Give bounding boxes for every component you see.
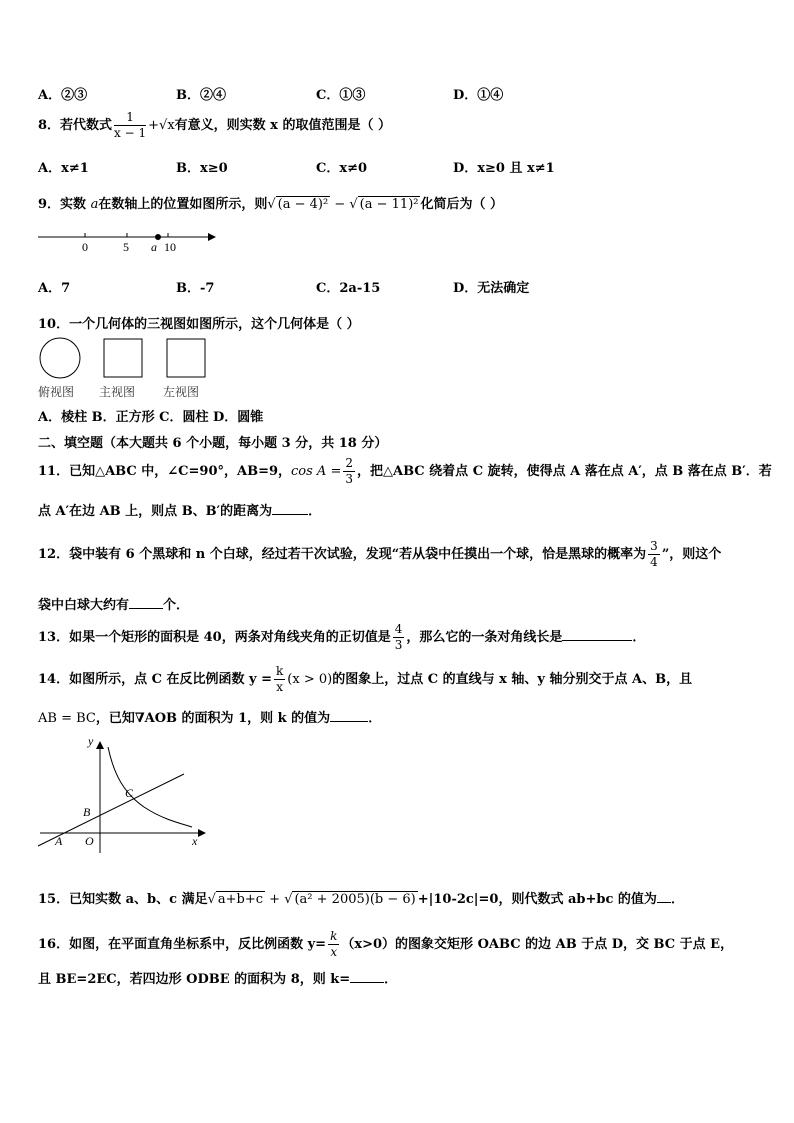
q13-line bbox=[38, 622, 645, 653]
q16-frac-num: k bbox=[330, 929, 338, 943]
q12-frac-den: 4 bbox=[650, 555, 658, 569]
q15-sqrt1: a+b+c bbox=[217, 892, 264, 907]
q16-line2 bbox=[38, 968, 397, 987]
q14-line2 bbox=[38, 707, 381, 726]
q11-frac-den: 3 bbox=[345, 472, 353, 486]
q11-line2-text: 点 A′在边 AB 上，则点 B、B′的距离为 bbox=[38, 504, 273, 519]
q9-option-a: A．7 bbox=[38, 281, 71, 296]
graph-label-a: A bbox=[55, 834, 63, 848]
q9-var: a bbox=[90, 197, 99, 212]
number-line-arrow bbox=[208, 233, 216, 241]
q7-option-d: D．①④ bbox=[453, 88, 504, 103]
q9-mid: 在数轴上的位置如图所示，则 bbox=[98, 197, 268, 212]
q13-part2: ，那么它的一条对角线长是 bbox=[406, 630, 563, 645]
q16-line2-text: 且 BE=2EC，若四边形 ODBE 的面积为 8，则 k= bbox=[38, 972, 351, 987]
q9-option-d: D．无法确定 bbox=[453, 281, 530, 296]
graph-label-b: B bbox=[83, 805, 91, 819]
graph-label-c: C bbox=[125, 786, 134, 800]
q12-frac-num: 3 bbox=[650, 539, 658, 553]
q9-expr1: (a − 4)² bbox=[277, 197, 329, 212]
q16-part2: （x>0）的图象交矩形 OABC 的边 AB 于点 D，交 BC 于点 E， bbox=[341, 937, 734, 952]
q8-fraction bbox=[114, 110, 146, 141]
q8-frac-den: x − 1 bbox=[114, 126, 147, 140]
q7-option-c: C．①③ bbox=[316, 88, 366, 103]
q14-graph bbox=[34, 735, 209, 855]
q13-end: ． bbox=[632, 630, 646, 645]
q16-part1: 16．如图，在平面直角坐标系中，反比例函数 y= bbox=[38, 937, 327, 952]
q12-line2-text: 袋中白球大约有 bbox=[38, 598, 130, 613]
q14-end: ． bbox=[368, 711, 382, 726]
q9-suffix: 化简后为（ ） bbox=[420, 197, 504, 212]
graph-label-o: O bbox=[85, 834, 94, 848]
q16-end: ． bbox=[384, 972, 398, 987]
q11-end: ． bbox=[308, 504, 322, 519]
q14-frac-den: x bbox=[276, 680, 284, 694]
q8-option-b: B．x≥0 bbox=[176, 161, 228, 176]
q8-option-c: C．x≠0 bbox=[316, 161, 368, 176]
x-axis-arrow bbox=[198, 829, 206, 837]
q13-fraction bbox=[393, 622, 405, 653]
q16-fraction bbox=[328, 929, 339, 960]
graph-label-x: x bbox=[192, 834, 198, 848]
q10-stem: 10．一个几何体的三视图如图所示，这个几何体是（ ） bbox=[38, 317, 360, 332]
side-view-square bbox=[167, 339, 205, 377]
q11-frac-num: 2 bbox=[345, 456, 353, 470]
q9-number-line bbox=[36, 226, 222, 254]
q16-line1 bbox=[38, 929, 733, 960]
q11-fraction bbox=[343, 456, 355, 487]
q11-part2: ，把△ABC 绕着点 C 旋转，使得点 A 落在点 A′，点 B 落在点 B′．若 bbox=[356, 464, 772, 479]
q13-frac-num: 4 bbox=[394, 622, 403, 636]
q16-answer-blank[interactable] bbox=[350, 970, 384, 983]
q15-line: 15．已知实数 a、b、c 满足√ a+b+c + √ (a² + 2005)(b − 6) +|10-2c|=0，则代数式 ab+bc 的值为 ． bbox=[38, 892, 684, 907]
q14-frac-num: k bbox=[276, 664, 284, 678]
q12-part2: ”，则这个 bbox=[661, 547, 722, 562]
graph-label-y: y bbox=[88, 735, 94, 748]
top-view-circle bbox=[40, 338, 80, 378]
q8-sqrt: +√x bbox=[148, 118, 175, 133]
q9-stem: 9．实数 a在数轴上的位置如图所示，则√ (a − 4)² − √ (a − 11)² 化简后为（ ） bbox=[38, 197, 504, 212]
q8-option-d: D．x≥0 且 x≠1 bbox=[453, 161, 555, 176]
q8-suffix: 有意义，则实数 x 的取值范围是（ ） bbox=[174, 118, 391, 133]
q14-answer-blank[interactable] bbox=[330, 709, 368, 722]
q7-option-b: B．②④ bbox=[176, 88, 226, 103]
q12-fraction bbox=[648, 539, 660, 570]
q12-end: 个． bbox=[163, 598, 190, 613]
q9-expr2: (a − 11)² bbox=[359, 197, 419, 212]
q10-three-views bbox=[38, 336, 213, 380]
q15-answer-blank[interactable] bbox=[657, 890, 671, 903]
q12-answer-blank[interactable] bbox=[129, 596, 163, 609]
section-title: 二、填空题（本大题共 6 个小题，每小题 3 分，共 18 分） bbox=[38, 436, 388, 451]
view-label-top: 俯视图 bbox=[38, 385, 75, 399]
q15-end: ． bbox=[670, 892, 684, 907]
q14-line2-text: ，已知∇AOB 的面积为 1，则 k 的值为 bbox=[95, 711, 331, 726]
q13-part1: 13．如果一个矩形的面积是 40，两条对角线夹角的正切值是 bbox=[38, 630, 391, 645]
q11-answer-blank[interactable] bbox=[272, 502, 308, 515]
label-10: 10 bbox=[164, 240, 176, 254]
q14-part1: 14．如图所示，点 C 在反比例函数 y = bbox=[38, 672, 272, 687]
q15-part1: 15．已知实数 a、b、c 满足 bbox=[38, 892, 208, 907]
q11-line2 bbox=[38, 500, 321, 519]
label-0: 0 bbox=[82, 240, 88, 254]
q15-sqrt2: (a² + 2005)(b − 6) bbox=[294, 892, 416, 907]
view-label-side: 左视图 bbox=[163, 385, 200, 399]
label-a: a bbox=[151, 240, 157, 254]
q12-line2 bbox=[38, 594, 189, 613]
q8-prefix: 8．若代数式 bbox=[38, 118, 113, 133]
q14-ab-bc: AB = BC bbox=[38, 711, 96, 726]
y-axis-arrow bbox=[96, 741, 104, 749]
q15-plus: + bbox=[265, 892, 285, 907]
label-5: 5 bbox=[123, 240, 129, 254]
q13-frac-den: 3 bbox=[394, 638, 403, 652]
q11-cos: cos A = bbox=[291, 464, 342, 479]
q8-option-a: A．x≠1 bbox=[38, 161, 89, 176]
front-view-square bbox=[104, 339, 142, 377]
q7-option-a: A．②③ bbox=[38, 88, 88, 103]
q12-line1 bbox=[38, 539, 721, 570]
q13-answer-blank[interactable] bbox=[562, 628, 632, 641]
q16-frac-den: x bbox=[330, 945, 338, 959]
q9-option-b: B．-7 bbox=[176, 281, 215, 296]
q12-part1: 12．袋中装有 6 个黑球和 n 个白球，经过若干次试验，发现“若从袋中任摸出一个球，恰是黑球的概率为 bbox=[38, 547, 647, 562]
q14-line1 bbox=[38, 664, 692, 695]
q14-condition: (x > 0) bbox=[287, 672, 333, 687]
q14-fraction bbox=[274, 664, 285, 695]
q8-stem bbox=[38, 110, 391, 141]
q11-line1 bbox=[38, 456, 772, 487]
q9-minus: − bbox=[330, 197, 350, 212]
q15-part2: +|10-2c|=0，则代数式 ab+bc 的值为 bbox=[417, 892, 657, 907]
q8-frac-num: 1 bbox=[114, 110, 146, 126]
view-label-front: 主视图 bbox=[99, 385, 136, 399]
q9-prefix: 9．实数 bbox=[38, 197, 87, 212]
q14-part2: 的图象上，过点 C 的直线与 x 轴、y 轴分别交于点 A、B，且 bbox=[332, 672, 693, 687]
q9-option-c: C．2a-15 bbox=[316, 281, 381, 296]
q10-options: A．棱柱 B．正方形 C．圆柱 D．圆锥 bbox=[38, 410, 264, 425]
q11-part1: 11．已知△ABC 中，∠C=90°，AB=9， bbox=[38, 464, 292, 479]
hyperbola-curve bbox=[108, 747, 192, 827]
